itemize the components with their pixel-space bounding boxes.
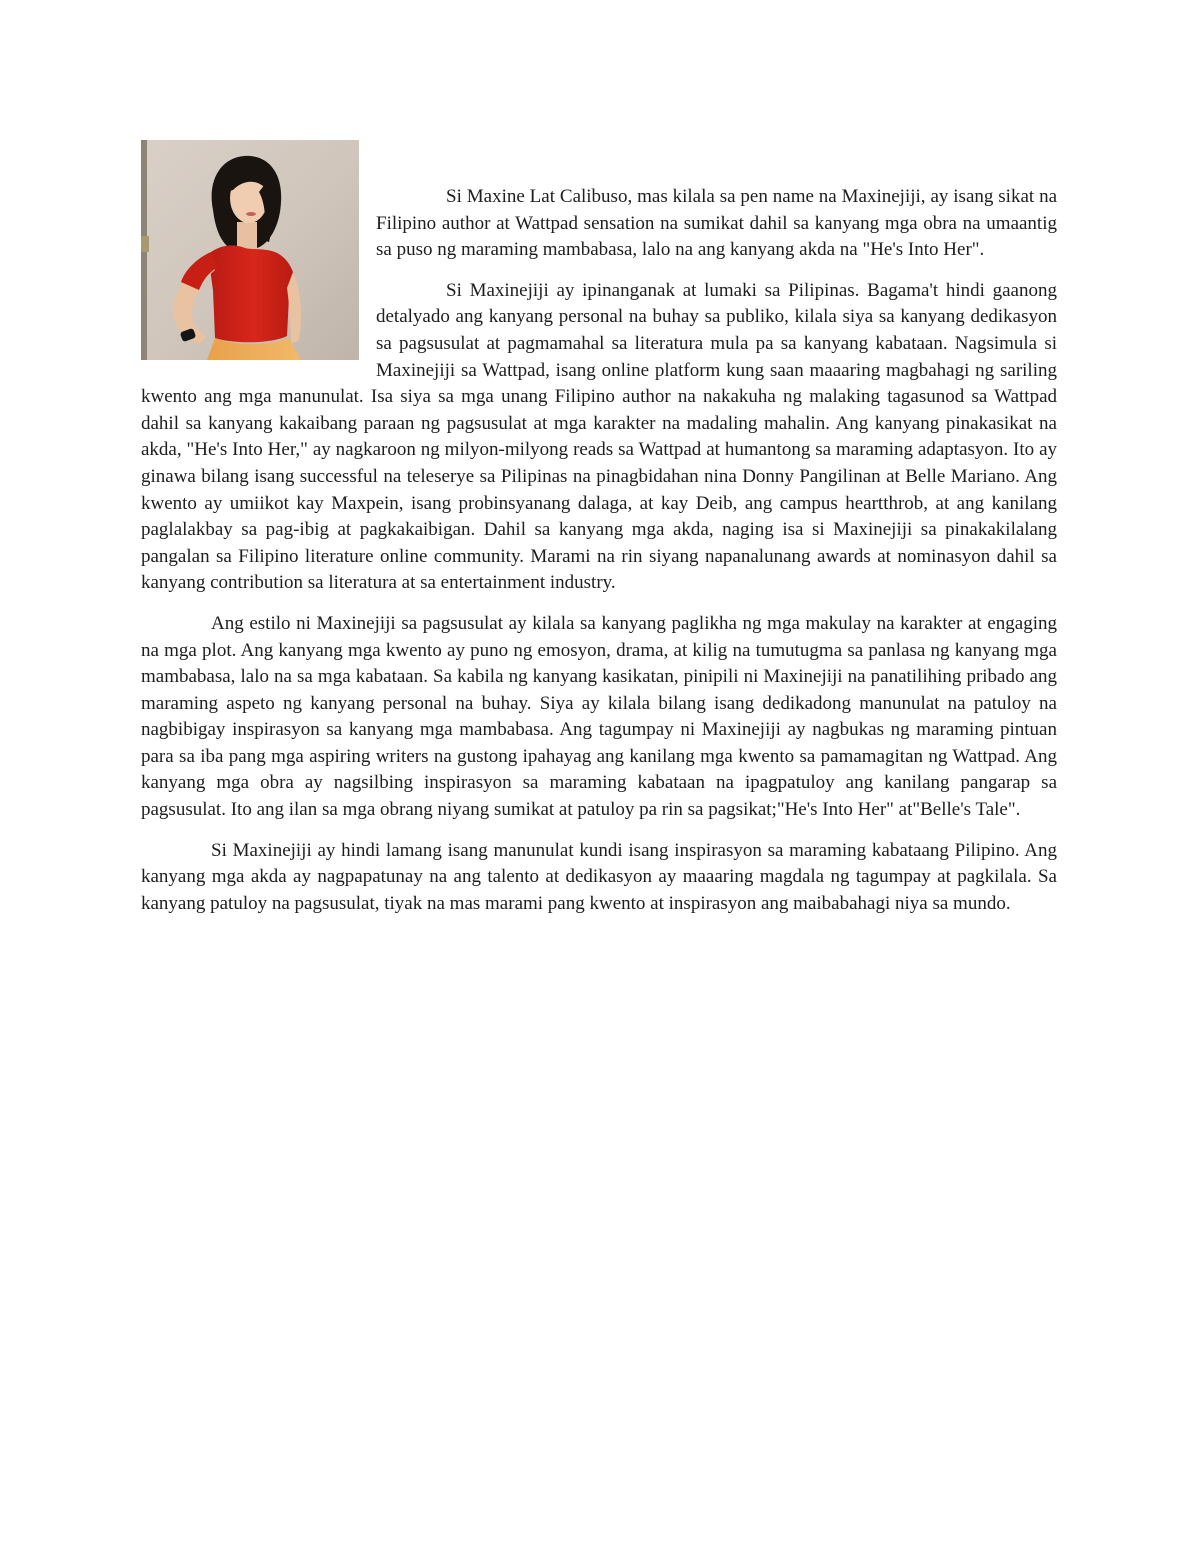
paragraph-writing-style: Ang estilo ni Maxinejiji sa pagsusulat ay kilala sa kanyang paglikha ng mga makulay na karakter at engaging na mga plot. Ang kanyang mga kwento ay puno ng emosyon, drama, at kilig na tumutugma sa panlasa ng kanyang mga mambabasa, lalo na sa mga kabataan. Sa kabila ng kanyang kasikatan, pinipili ni Maxinejiji na panatilihing pribado ang maraming aspeto ng kanyang personal na buhay. Siya ay kilala bilang isang dedikadong manunulat na patuloy na nagbibigay inspirasyon sa kanyang mga mambabasa. Ang tagumpay ni Maxinejiji ay nagbukas ng maraming pintuan para sa iba pang mga aspiring writers na gustong ipahayag ang kanilang mga kwento sa pamamagitan ng Wattpad. Ang kanyang mga obra ay nagsilbing inspirasyon sa maraming kabataan na ipagpatuloy ang kanilang pangarap sa pagsusulat. Ito ang ilan sa mga obrang niyang sumikat at patuloy pa rin sa pagsikat;"He's Into Her" at"Belle's Tale". [141,612,1057,821]
author-photo [141,140,359,360]
paragraph-conclusion: Si Maxinejiji ay hindi lamang isang manunulat kundi isang inspirasyon sa maraming kabataang Pilipino. Ang kanyang mga akda ay nagpapatunay na ang talento at dedikasyon ay maaaring magdala ng tagumpay at pagkilala. Sa kanyang patuloy na pagsusulat, tiyak na mas marami pang kwento at inspirasyon ang maibabahagi niya sa mundo. [141,839,1057,914]
paragraph-intro: Si Maxine Lat Calibuso, mas kilala sa pen name na Maxinejiji, ay isang sikat na Filipino author at Wattpad sensation na sumikat dahil sa kanyang mga obra na umaantig sa puso ng maraming mambabasa, lalo na ang kanyang akda na "He's Into Her". [376,186,1057,261]
document-page [141,140,1057,931]
paragraph-background: Si Maxinejiji ay ipinanganak at lumaki sa Pilipinas. Bagama't hindi gaanong detalyado ang kanyang personal na buhay sa publiko, kilala siya sa kanyang dedikasyon sa pagsusulat at pagmamahal sa literatura mula pa sa kanyang kabataan. Nagsimula si Maxinejiji sa Wattpad, isang online platform kung saan maaaring magbahagi ng sariling kwento ang mga manunulat. Isa siya sa mga unang Filipino author na nakakuha ng malaking tagasunod sa Wattpad dahil sa kanyang kakaibang paraan ng pagsusulat at mga karakter na madaling mahalin. Ang kanyang pinakasikat na akda, "He's Into Her," ay nagkaroon ng milyon-milyong reads sa Wattpad at humantong sa maraming adaptasyon. Ito ay ginawa bilang isang successful na teleserye sa Pilipinas na pinagbidahan nina Donny Pangilinan at Belle Mariano. Ang kwento ay umiikot kay Maxpein, isang probinsyanang dalaga, at kay Deib, ang campus heartthrob, at ang kanilang paglalakbay sa pag-ibig at pagkakaibigan. Dahil sa kanyang mga akda, naging isa si Maxinejiji sa pinakakilalang pangalan sa Filipino literature online community. Marami na rin siyang napanalunang awards at nominasyon dahil sa kanyang contribution sa literatura at sa entertainment industry. [141,279,1057,594]
